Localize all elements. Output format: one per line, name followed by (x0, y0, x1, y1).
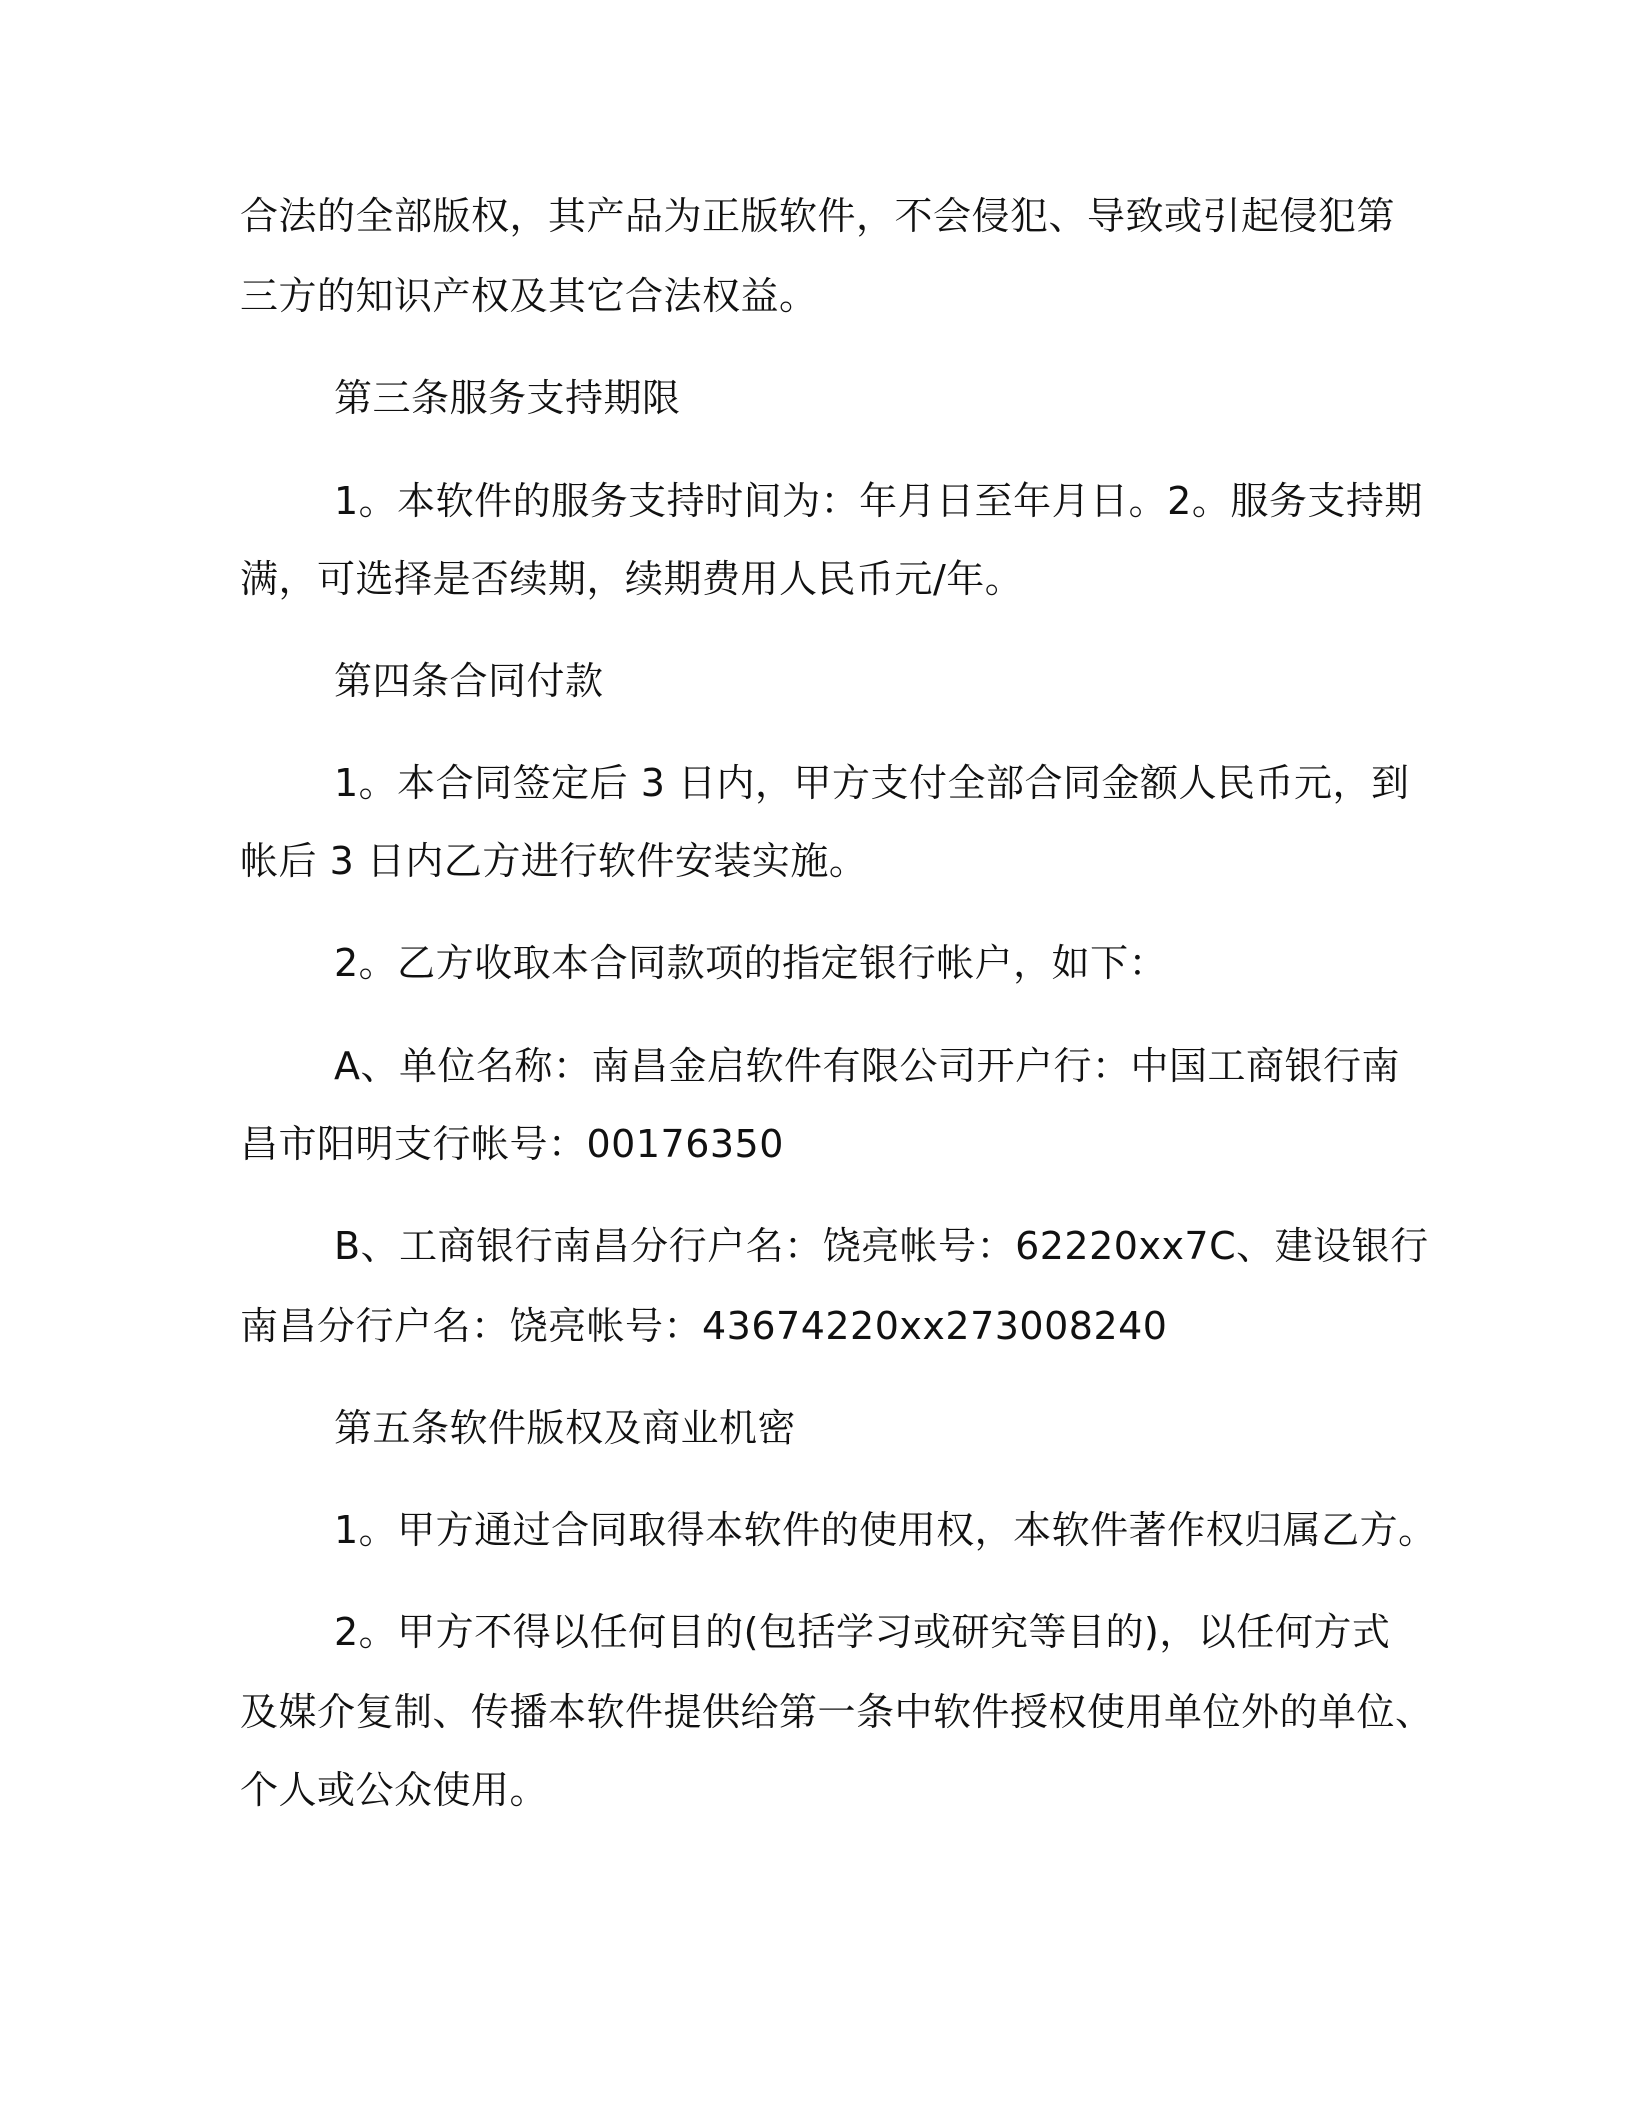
paragraph-line: 南昌分行户名：饶亮帐号：43674220xx273008240 (240, 1304, 1168, 1348)
paragraph-line: 三方的知识产权及其它合法权益。 (240, 274, 818, 318)
paragraph-line: 2。乙方收取本合同款项的指定银行帐户，如下： (334, 941, 1168, 985)
paragraph-line: 帐后 3 日内乙方进行软件安装实施。 (240, 839, 868, 883)
paragraph-line: 1。甲方通过合同取得本软件的使用权，本软件著作权归属乙方。 (334, 1508, 1437, 1552)
section-heading: 第五条软件版权及商业机密 (334, 1406, 797, 1450)
paragraph-line: B、工商银行南昌分行户名：饶亮帐号：62220xx7C、建设银行 (334, 1224, 1429, 1268)
paragraph-line: 昌市阳明支行帐号：00176350 (240, 1122, 784, 1166)
section-heading: 第四条合同付款 (334, 659, 604, 703)
paragraph-line: 个人或公众使用。 (240, 1768, 549, 1812)
section-heading: 第三条服务支持期限 (334, 376, 681, 420)
paragraph-line: 2。甲方不得以任何目的(包括学习或研究等目的)，以任何方式 (334, 1610, 1391, 1654)
paragraph-line: 1。本软件的服务支持时间为：年月日至年月日。2。服务支持期 (334, 479, 1423, 523)
paragraph-line: 合法的全部版权，其产品为正版软件，不会侵犯、导致或引起侵犯第 (240, 194, 1396, 238)
paragraph-line: 满，可选择是否续期，续期费用人民币元/年。 (240, 557, 1024, 601)
paragraph-line: A、单位名称：南昌金启软件有限公司开户行：中国工商银行南 (334, 1044, 1400, 1088)
paragraph-line: 及媒介复制、传播本软件提供给第一条中软件授权使用单位外的单位、 (240, 1690, 1434, 1734)
paragraph-line: 1。本合同签定后 3 日内，甲方支付全部合同金额人民币元，到 (334, 761, 1410, 805)
